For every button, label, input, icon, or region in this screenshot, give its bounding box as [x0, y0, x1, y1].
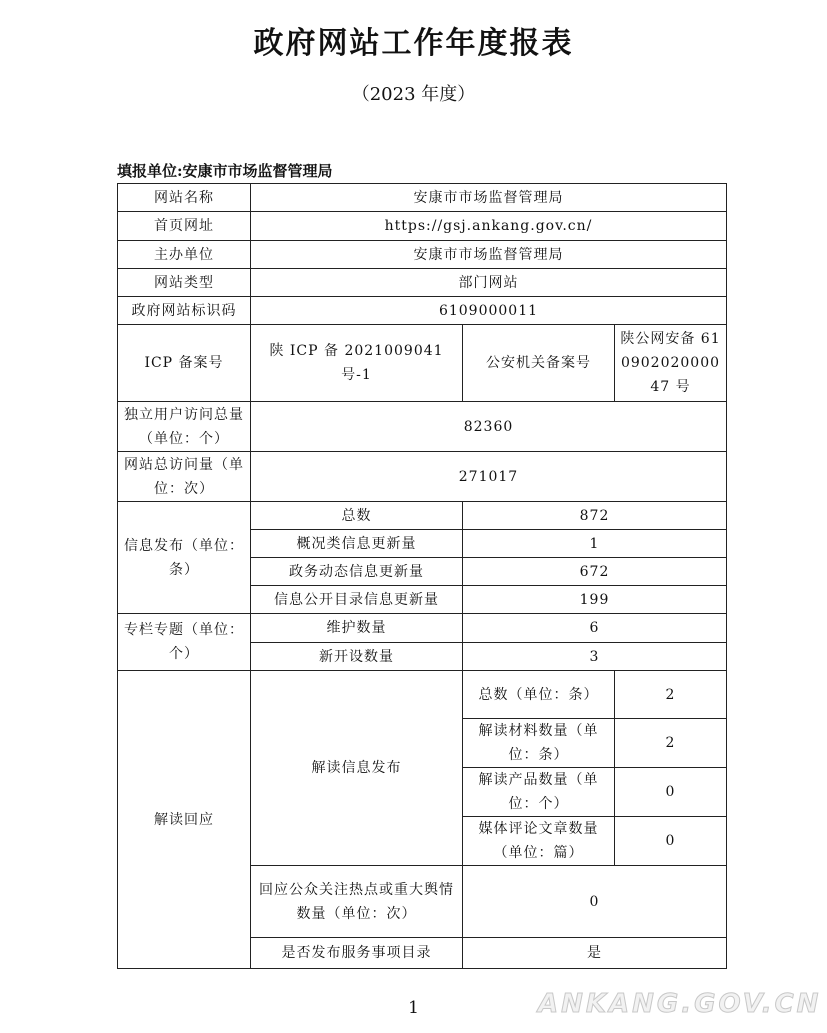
- table-row: [118, 325, 727, 402]
- table-row: [118, 671, 727, 719]
- table-row: [118, 614, 727, 643]
- total-visits-label: 网站总访问量（单位：次）: [118, 452, 251, 502]
- page-number: 1: [408, 998, 419, 1018]
- gov-news-value: 672: [463, 558, 727, 586]
- organizer-value: 安康市市场监督管理局: [251, 241, 727, 269]
- table-row: [118, 297, 727, 325]
- site-type-value: 部门网站: [251, 269, 727, 297]
- interpret-product-value: 0: [615, 768, 727, 817]
- table-row: [118, 502, 727, 530]
- gov-news-label: 政务动态信息更新量: [251, 558, 463, 586]
- filing-unit: 填报单位:安康市市场监督管理局: [117, 162, 333, 180]
- special-column-label: 专栏专题（单位：个）: [118, 614, 251, 671]
- site-type-label: 网站类型: [118, 269, 251, 297]
- total-visits-value: 271017: [251, 452, 727, 502]
- interpret-response-label: 解读回应: [118, 671, 251, 969]
- hotspot-value: 0: [463, 866, 727, 938]
- maintain-label: 维护数量: [251, 614, 463, 643]
- site-name-label: 网站名称: [118, 184, 251, 212]
- open-catalog-value: 199: [463, 586, 727, 614]
- icp-label: ICP 备案号: [118, 325, 251, 402]
- police-record-value: 陕公网安备 61090202000047 号: [615, 325, 727, 402]
- overview-value: 1: [463, 530, 727, 558]
- organizer-label: 主办单位: [118, 241, 251, 269]
- service-catalog-label: 是否发布服务事项目录: [251, 938, 463, 969]
- media-article-label: 媒体评论文章数量（单位：篇）: [463, 817, 615, 866]
- icp-value: 陕 ICP 备 2021009041 号-1: [251, 325, 463, 402]
- table-row: [118, 402, 727, 452]
- info-total-value: 872: [463, 502, 727, 530]
- report-year: （2023 年度）: [351, 84, 476, 105]
- interpret-material-label: 解读材料数量（单位：条）: [463, 719, 615, 768]
- open-catalog-label: 信息公开目录信息更新量: [251, 586, 463, 614]
- site-watermark: ANKANG.GOV.CN: [538, 989, 822, 1019]
- maintain-value: 6: [463, 614, 727, 643]
- report-title: 政府网站工作年度报表: [253, 26, 574, 61]
- report-table: [117, 183, 727, 969]
- hotspot-label: 回应公众关注热点或重大舆情数量（单位：次）: [251, 866, 463, 938]
- homepage-label: 首页网址: [118, 212, 251, 241]
- homepage-url[interactable]: https://gsj.ankang.gov.cn/: [251, 212, 727, 241]
- interpret-product-label: 解读产品数量（单位：个）: [463, 768, 615, 817]
- site-id-label: 政府网站标识码: [118, 297, 251, 325]
- media-article-value: 0: [615, 817, 727, 866]
- table-row: [118, 452, 727, 502]
- site-id-value: 6109000011: [251, 297, 727, 325]
- table-row: [118, 241, 727, 269]
- table-row: [118, 212, 727, 241]
- info-publish-label: 信息发布（单位：条）: [118, 502, 251, 614]
- overview-label: 概况类信息更新量: [251, 530, 463, 558]
- police-record-label: 公安机关备案号: [463, 325, 615, 402]
- unique-visitors-value: 82360: [251, 402, 727, 452]
- table-row: [118, 269, 727, 297]
- unique-visitors-label: 独立用户访问总量（单位：个）: [118, 402, 251, 452]
- site-name-value: 安康市市场监督管理局: [251, 184, 727, 212]
- service-catalog-value: 是: [463, 938, 727, 969]
- interpret-material-value: 2: [615, 719, 727, 768]
- new-open-label: 新开设数量: [251, 643, 463, 671]
- new-open-value: 3: [463, 643, 727, 671]
- info-total-label: 总数: [251, 502, 463, 530]
- interpret-total-label: 总数（单位：条）: [463, 671, 615, 719]
- interpret-publish-label: 解读信息发布: [251, 671, 463, 866]
- table-row: [118, 184, 727, 212]
- interpret-total-value: 2: [615, 671, 727, 719]
